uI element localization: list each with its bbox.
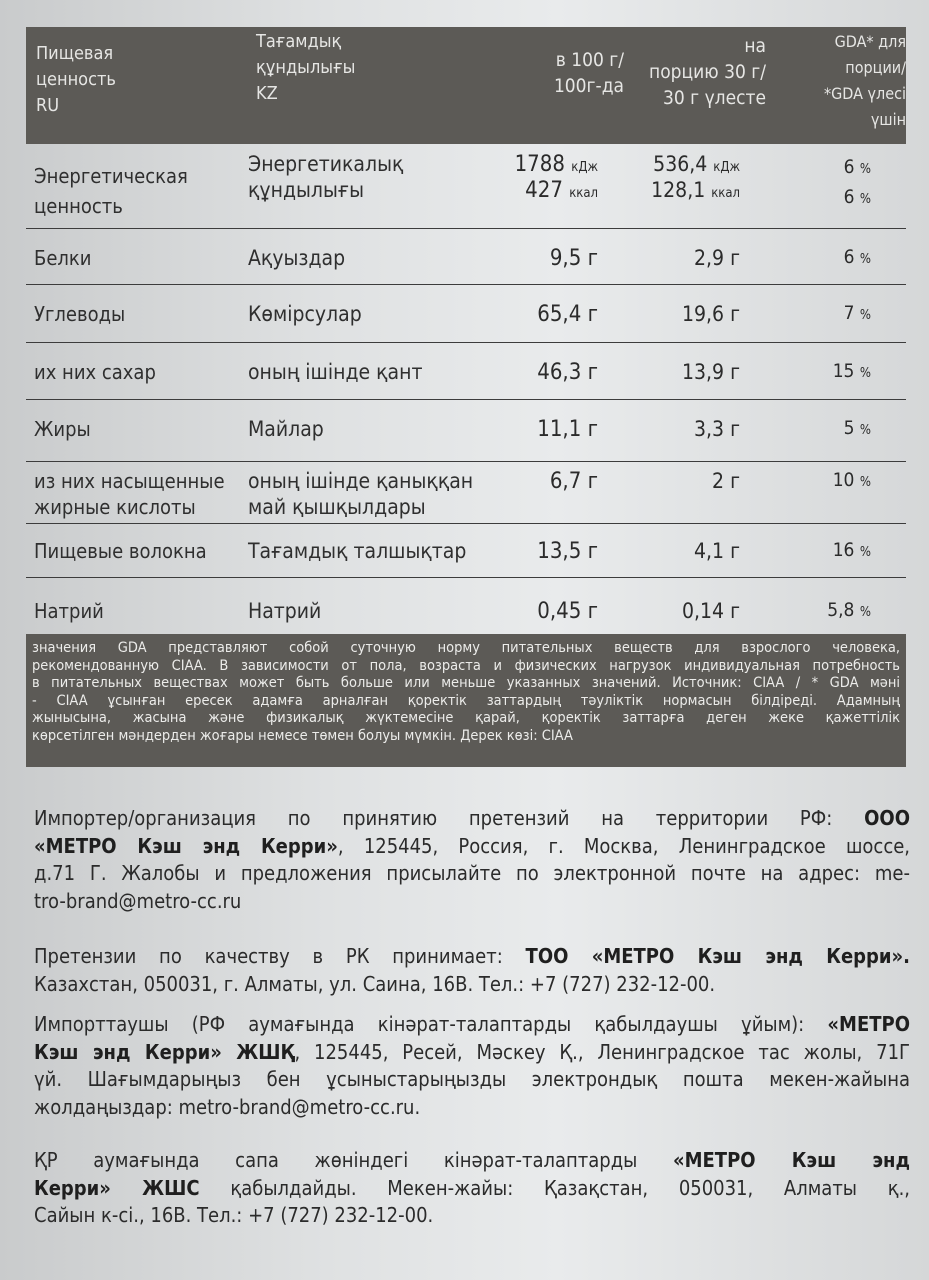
cell-gda (786, 360, 871, 382)
info-text: үй. Шағымдарыңыз бен ұсыныстарыңызды электрондық пошта мекен-жайына (34, 1067, 910, 1091)
cell-per-100g (466, 246, 598, 271)
cell-ru: ценность (34, 194, 123, 218)
header-kz (256, 29, 355, 107)
gda-value: 5,8 (827, 599, 855, 621)
cell-per-100g (466, 417, 598, 442)
cell-gda (786, 302, 871, 324)
info-line (34, 1147, 910, 1175)
gda-footnote (26, 634, 906, 767)
info-paragraph (34, 805, 910, 915)
cell-per-portion (596, 417, 740, 441)
cell-ru: Пищевые волокна (34, 539, 207, 563)
cell-per-100g (466, 360, 598, 385)
info-line (34, 1039, 910, 1067)
table-row (26, 284, 906, 343)
table-row (26, 461, 906, 524)
info-bold: «МЕТРО Кэш энд Керри» (34, 833, 338, 858)
gda-value: 10 (832, 469, 855, 491)
header-per-100g-line: 100г-да (553, 75, 624, 97)
cell-per-100g (466, 539, 598, 564)
info-bold: «МЕТРО (827, 1012, 910, 1036)
footnote-line: в питательных веществах может быть больше или меньше указанных значений. Источник: CIAA / * GDA мәні (32, 675, 900, 692)
cell-per-100g (466, 599, 598, 624)
cell-per-portion (596, 152, 740, 176)
header-per-portion-line: 30 г үлесте (662, 87, 766, 109)
cell-kz: оның ішінде қаныққан (248, 469, 474, 493)
cell-per-100g-value: 0,45 г (537, 599, 598, 624)
cell-per-portion-value: 536,4 (653, 152, 708, 176)
table-row (26, 144, 906, 229)
cell-per-100g-value: 46,3 г (537, 360, 598, 385)
info-text: қабылдайды. Мекен-жайы: Қазақстан, 050031, Алматы қ., (199, 1175, 911, 1200)
cell-per-portion-value: 4,1 г (694, 539, 740, 563)
info-line (34, 1011, 910, 1039)
cell-per-portion (596, 469, 740, 493)
header-gda-line: GDA* для (834, 32, 906, 51)
cell-kz: Энергетикалық (248, 152, 404, 176)
percent-sign: % (859, 162, 871, 177)
cell-per-100g-value: 11,1 г (537, 417, 598, 442)
table-row (26, 399, 906, 462)
footnote-line: жынысына, жасына және физикалық жүктемесіне қарай, қоректік заттарға деген жеке қажеттілік (32, 710, 900, 727)
info-text: Импорттаушы (РФ аумағында кінәрат-талаптарды қабылдаушы ұйым): (34, 1012, 828, 1036)
cell-gda (786, 186, 871, 208)
cell-per-100g-unit: кДж (571, 160, 598, 175)
cell-ru: Жиры (34, 417, 91, 441)
cell-kz: Көмірсулар (248, 302, 362, 326)
cell-gda (786, 469, 871, 491)
cell-per-portion-value: 2,9 г (694, 246, 740, 270)
gda-value: 6 (843, 186, 855, 208)
cell-per-100g (466, 469, 598, 494)
table-row (26, 523, 906, 578)
info-bold: ООО (864, 806, 910, 830)
cell-per-100g-value: 427 (525, 178, 563, 203)
percent-sign: % (859, 252, 871, 267)
cell-gda (786, 246, 871, 268)
header-per-portion (626, 33, 766, 111)
cell-per-portion (596, 302, 740, 326)
gda-value: 6 (843, 156, 855, 178)
header-ru-line: Пищевая (36, 43, 114, 64)
info-line (34, 971, 910, 999)
cell-per-100g-value: 6,7 г (549, 469, 598, 494)
info-bold: «МЕТРО Кэш энд (672, 1148, 910, 1172)
percent-sign: % (859, 605, 871, 620)
cell-gda (786, 417, 871, 439)
cell-ru: Натрий (34, 599, 104, 623)
info-paragraph (34, 1147, 910, 1230)
info-line (34, 943, 910, 971)
cell-kz: құндылығы (248, 178, 365, 202)
info-text: , 125445, Россия, г. Москва, Ленинградское шоссе, (337, 833, 911, 858)
percent-sign: % (859, 545, 871, 560)
footnote-line: - CIAA ұсынған ересек адамға арналған қоректік заттардың тәуліктік нормасын білдіреді. Адамның (32, 692, 900, 709)
cell-kz: оның ішінде қант (248, 360, 423, 384)
gda-value: 6 (843, 246, 855, 268)
cell-per-portion-value: 13,9 г (682, 360, 740, 384)
header-gda (786, 29, 906, 133)
cell-ru: из них насыщенные (34, 469, 225, 493)
cell-per-portion-value: 3,3 г (694, 417, 740, 441)
cell-per-portion (596, 539, 740, 563)
info-text: Претензии по качеству в РК принимает: (34, 944, 526, 968)
info-bold: ТОО «МЕТРО Кэш энд Керри». (525, 944, 910, 968)
cell-per-portion-unit: кДж (713, 160, 740, 175)
cell-per-100g-value: 13,5 г (537, 539, 598, 564)
cell-kz: Майлар (248, 417, 324, 441)
info-text: д.71 Г. Жалобы и предложения присылайте по электронной почте на адрес: me- (34, 861, 910, 885)
cell-gda (786, 156, 871, 178)
header-ru (36, 41, 116, 119)
cell-kz: май қышқылдары (248, 495, 426, 519)
header-ru-line: RU (36, 95, 60, 116)
table-row (26, 577, 906, 635)
header-per-100g (496, 47, 624, 99)
table-row (26, 342, 906, 400)
percent-sign: % (859, 423, 871, 438)
info-line (34, 805, 910, 833)
cell-per-portion-value: 0,14 г (682, 599, 740, 623)
info-line (34, 888, 910, 916)
cell-gda (786, 539, 871, 561)
gda-value: 15 (832, 360, 855, 382)
header-kz-line: KZ (256, 83, 278, 104)
info-line (34, 860, 910, 888)
header-gda-line: порции/ (845, 58, 906, 77)
header-per-portion-line: порцию 30 г/ (649, 61, 766, 83)
footnote-line: көрсетілген мәндерден жоғары немесе төмен болуы мүмкін. Дерек көзі: CIAA (32, 727, 573, 744)
cell-per-portion (596, 246, 740, 270)
cell-per-100g-unit: ккал (569, 186, 598, 201)
percent-sign: % (859, 192, 871, 207)
cell-kz: Ақуыздар (248, 246, 346, 270)
cell-per-100g (466, 178, 598, 203)
info-text: , 125445, Ресей, Мәскеу Қ., Ленинградское тас жолы, 71Г (294, 1039, 910, 1064)
info-line (34, 1066, 910, 1094)
cell-per-portion-value: 2 г (712, 469, 740, 493)
cell-ru: Углеводы (34, 302, 126, 326)
table-row (26, 228, 906, 285)
gda-value: 16 (832, 539, 855, 561)
header-kz-line: құндылығы (256, 57, 356, 78)
info-line (34, 833, 910, 861)
cell-per-portion-value: 128,1 (651, 178, 706, 202)
info-text: Импортер/организация по принятию претензий на территории РФ: (34, 806, 865, 830)
info-line (34, 1175, 910, 1203)
cell-per-100g-value: 9,5 г (549, 246, 598, 271)
cell-per-100g (466, 302, 598, 327)
header-per-100g-line: в 100 г/ (555, 49, 624, 71)
cell-per-portion-value: 19,6 г (682, 302, 740, 326)
info-paragraph (34, 1011, 910, 1121)
footnote-line: значения GDA представляют собой суточную норму питательных веществ для взрослого человека, (32, 640, 900, 656)
cell-gda (786, 599, 871, 621)
cell-per-portion (596, 178, 740, 202)
footnote-line: рекомендованную CIAA. В зависимости от пола, возраста и физических нагрузок индивидуальная потребность (32, 657, 900, 674)
info-text: tro-brand@metro-cc.ru (34, 888, 242, 913)
cell-kz: Тағамдық талшықтар (248, 539, 467, 563)
cell-per-100g-value: 65,4 г (537, 302, 598, 327)
gda-value: 5 (843, 417, 855, 439)
header-gda-line: *GDA үлесі (823, 84, 906, 103)
cell-per-portion (596, 599, 740, 623)
header-per-portion-line: на (744, 35, 766, 57)
info-line (34, 1094, 910, 1122)
cell-ru: их них сахар (34, 360, 156, 384)
percent-sign: % (859, 308, 871, 323)
percent-sign: % (859, 366, 871, 381)
info-paragraph (34, 943, 910, 998)
info-bold: Кэш энд Керри» ЖШҚ (34, 1039, 295, 1064)
cell-per-100g (466, 152, 598, 177)
header-ru-line: ценность (36, 69, 116, 90)
cell-kz: Натрий (248, 599, 322, 623)
info-text: ҚР аумағында сапа жөніндегі кінәрат-талаптарды (34, 1148, 673, 1172)
header-kz-line: Тағамдық (256, 31, 342, 52)
cell-per-portion-unit: ккал (711, 186, 740, 201)
info-line (34, 1202, 910, 1230)
gda-value: 7 (843, 302, 855, 324)
cell-ru: Энергетическая (34, 164, 188, 188)
percent-sign: % (859, 475, 871, 490)
header-gda-line: үшін (870, 110, 906, 129)
cell-per-portion (596, 360, 740, 384)
info-bold: Керри» ЖШС (34, 1175, 200, 1200)
info-text: Сайын к-сі., 16В. Тел.: +7 (727) 232-12-00. (34, 1203, 434, 1227)
cell-per-100g-value: 1788 (514, 152, 565, 177)
cell-ru: Белки (34, 246, 92, 270)
info-text: Казахстан, 050031, г. Алматы, ул. Саина, 16В. Тел.: +7 (727) 232-12-00. (34, 971, 716, 996)
table-header (26, 27, 906, 144)
info-text: жолдаңыздар: metro-brand@metro-cc.ru. (34, 1094, 421, 1119)
cell-ru: жирные кислоты (34, 495, 196, 519)
